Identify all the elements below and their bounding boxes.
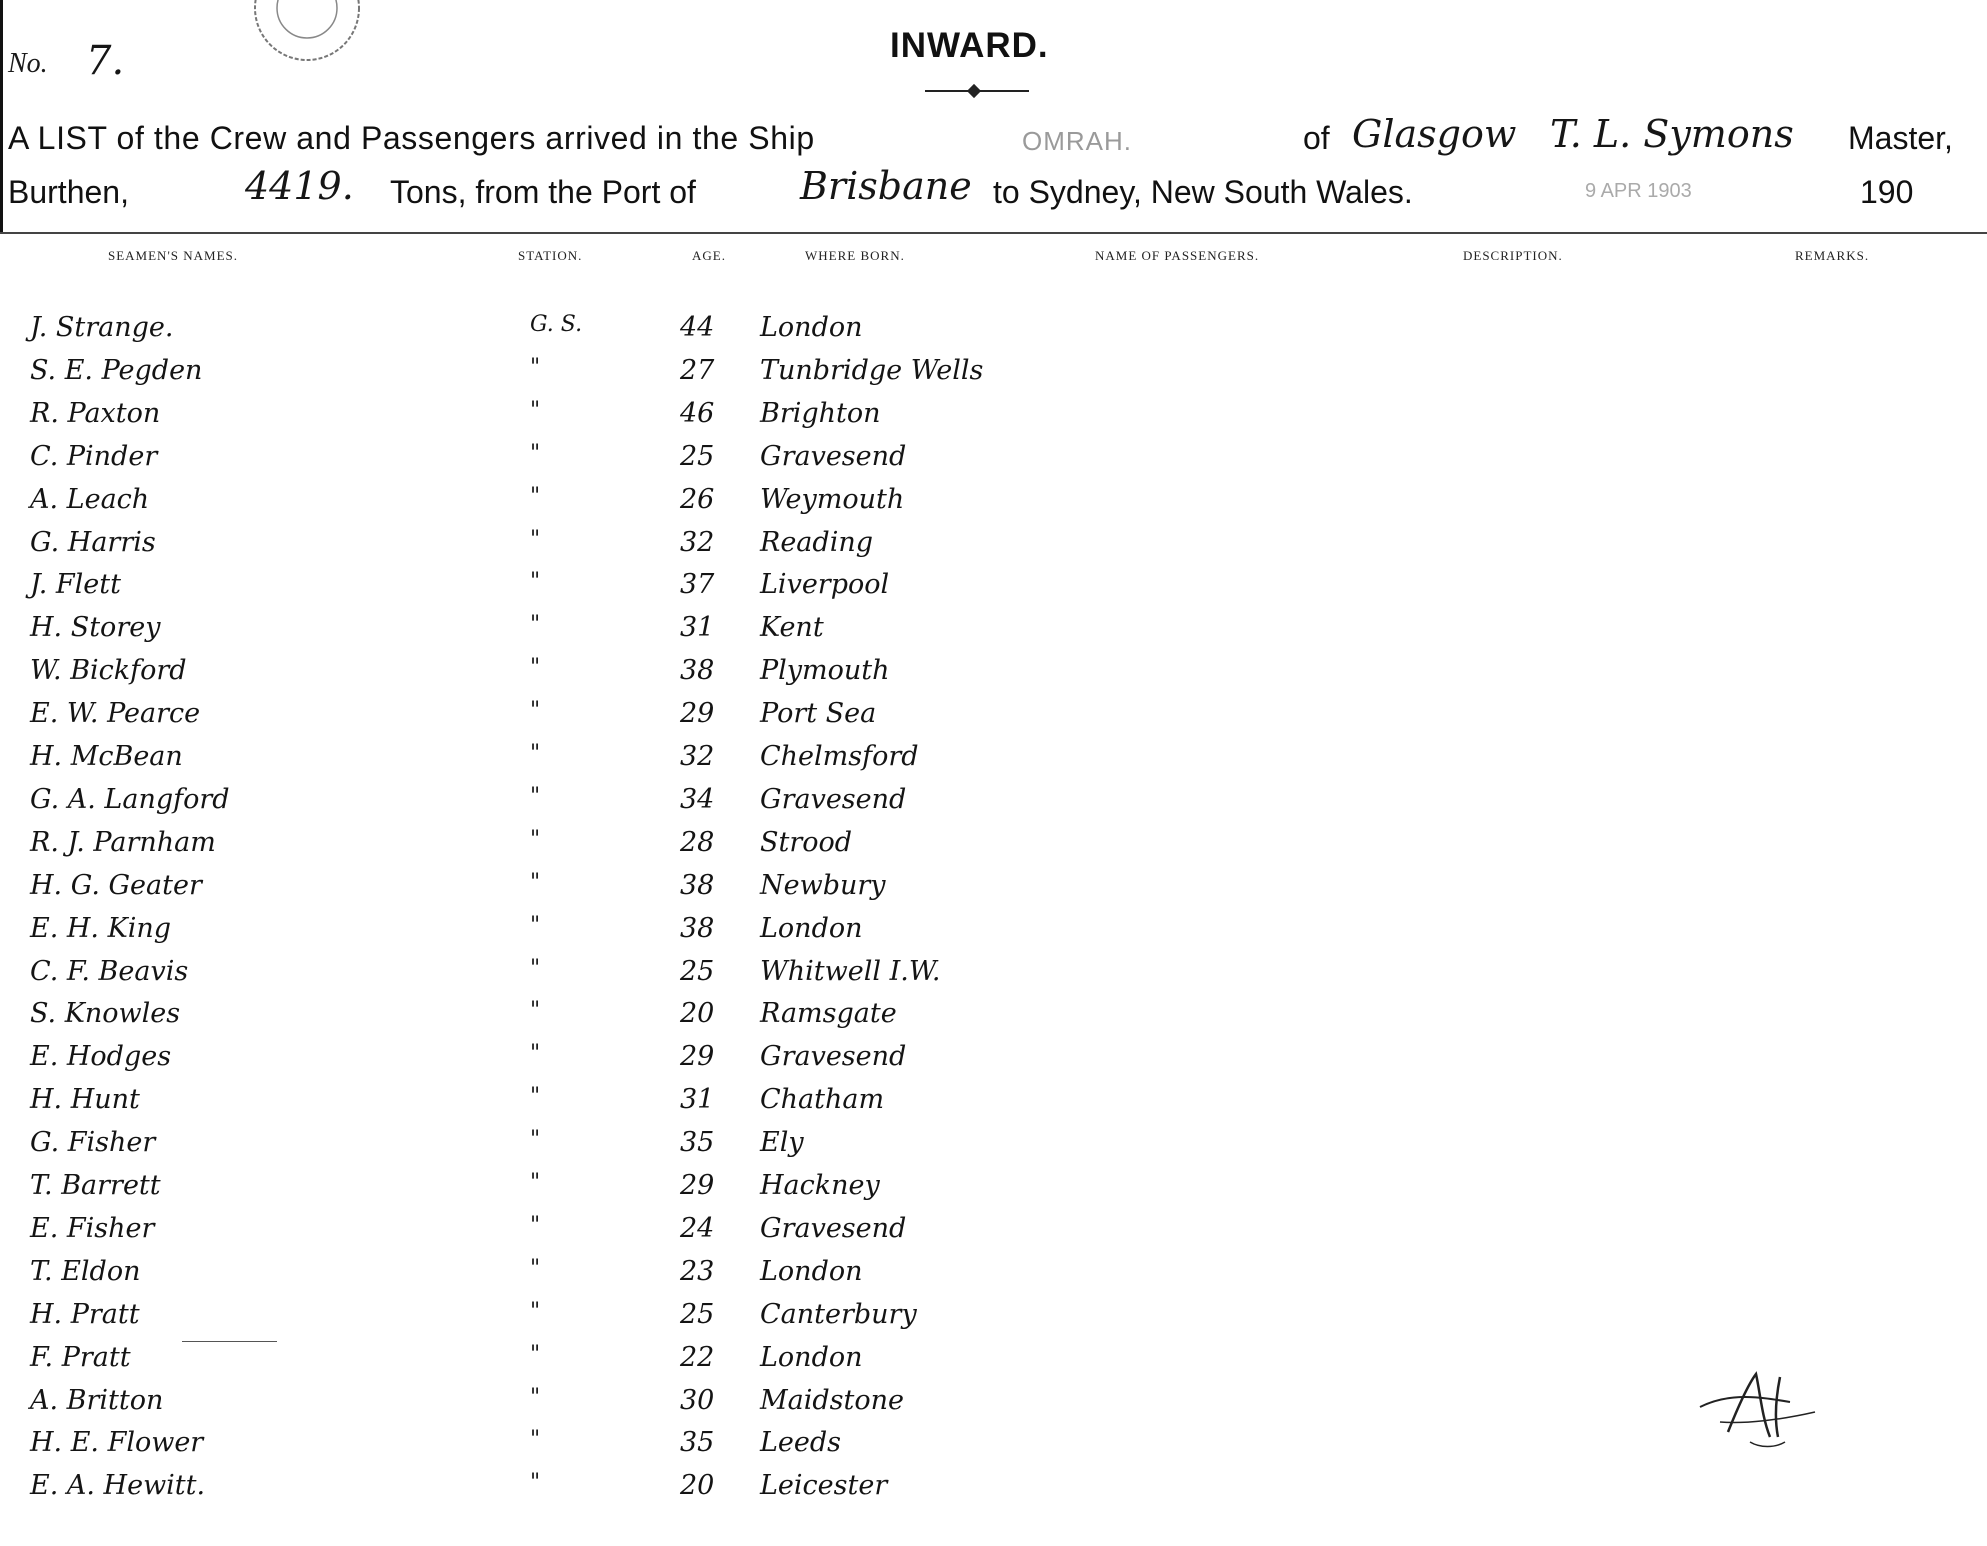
crew-row [0,1084,1987,1128]
list-number-label: No. [8,48,48,79]
year-prefix: 190 [1860,174,1914,210]
seaman-station: " [530,827,541,852]
seaman-age: 38 [680,913,715,944]
seaman-birthplace: Tunbridge Wells [760,355,984,386]
seaman-name: G. Fisher [30,1127,156,1158]
port-of-registry: Glasgow [1352,112,1517,156]
seaman-birthplace: Canterbury [760,1299,917,1330]
seaman-age: 20 [680,998,715,1029]
seaman-station: " [530,741,541,766]
seaman-age: 29 [680,1041,715,1072]
seaman-birthplace: Chatham [760,1084,885,1115]
col-remarks: REMARKS. [1795,248,1870,263]
seaman-name: E. Fisher [30,1213,155,1244]
seaman-station: " [530,1084,541,1109]
seaman-station: " [530,1256,541,1281]
seaman-station: " [530,655,541,680]
seaman-name: H. McBean [30,741,183,772]
crew-row [0,1299,1987,1343]
seaman-station: " [530,784,541,809]
crew-row [0,1385,1987,1429]
seaman-age: 20 [680,1470,715,1501]
seaman-name: S. E. Pegden [30,355,203,386]
crew-row [0,1170,1987,1214]
seaman-station: " [530,1385,541,1410]
seaman-age: 44 [680,312,715,343]
seaman-station: " [530,569,541,594]
page-title: INWARD. [890,26,1049,65]
ship-name-stamp: OMRAH. [1022,126,1132,156]
seaman-age: 31 [680,612,715,643]
col-passenger-names: NAME OF PASSENGERS. [1095,248,1260,263]
seaman-birthplace: London [760,312,863,343]
seaman-name: S. Knowles [30,998,181,1029]
seaman-birthplace: Gravesend [760,1041,907,1072]
crew-row [0,827,1987,871]
col-station: STATION. [518,248,583,263]
crew-row [0,741,1987,785]
seaman-birthplace: Leeds [760,1427,842,1458]
seaman-name: H. G. Geater [30,870,202,901]
crew-row [0,698,1987,742]
crew-row [0,1256,1987,1300]
seaman-birthplace: Newbury [760,870,886,901]
seaman-birthplace: Leicester [760,1470,888,1501]
initials-signature [1690,1362,1830,1452]
seaman-age: 24 [680,1213,715,1244]
seaman-age: 46 [680,398,715,429]
seaman-name: E. Hodges [30,1041,172,1072]
seaman-name: R. Paxton [30,398,161,429]
seaman-birthplace: Strood [760,827,853,858]
crew-row [0,1470,1987,1514]
seaman-birthplace: London [760,1256,863,1287]
seaman-name: G. Harris [30,527,156,558]
seaman-birthplace: Hackney [760,1170,880,1201]
seaman-birthplace: Whitwell I.W. [760,956,941,987]
seaman-birthplace: Chelmsford [760,741,919,772]
seaman-birthplace: Reading [760,527,873,558]
seaman-station: " [530,355,541,380]
col-seamen-names: SEAMEN'S NAMES. [108,248,239,263]
seaman-name: C. Pinder [30,441,158,472]
seaman-station: " [530,398,541,423]
crew-row [0,1342,1987,1386]
seaman-age: 32 [680,741,715,772]
seaman-name: H. Storey [30,612,161,643]
seaman-station: " [530,998,541,1023]
burthen-label: Burthen, [8,174,129,210]
crew-row [0,312,1987,356]
seaman-name: T. Eldon [30,1256,141,1287]
seaman-station: " [530,870,541,895]
seaman-birthplace: Maidstone [760,1385,904,1416]
master-name: T. L. Symons [1550,112,1794,156]
col-age: AGE. [692,248,726,263]
seaman-birthplace: Plymouth [760,655,890,686]
seaman-birthplace: London [760,913,863,944]
seaman-station: " [530,1342,541,1367]
seaman-station: " [530,698,541,723]
seaman-station: " [530,1470,541,1495]
seaman-birthplace: Gravesend [760,441,907,472]
seaman-station: " [530,1170,541,1195]
seaman-birthplace: Weymouth [760,484,905,515]
seaman-birthplace: London [760,1342,863,1373]
seaman-age: 29 [680,698,715,729]
seaman-name: E. H. King [30,913,172,944]
seaman-name: J. Flett [30,569,121,600]
seaman-station: " [530,956,541,981]
seaman-station: " [530,1427,541,1452]
crew-row [0,1041,1987,1085]
crew-row [0,956,1987,1000]
tonnage-value: 4419. [245,164,354,208]
seaman-age: 22 [680,1342,715,1373]
crew-row [0,913,1987,957]
pen-stroke [182,1341,277,1342]
tons-from-port-label: Tons, from the Port of [390,174,696,210]
crew-row [0,1427,1987,1471]
seaman-birthplace: Gravesend [760,784,907,815]
page-edge-left [0,0,3,232]
crew-row [0,441,1987,485]
of-label: of [1303,120,1330,156]
seaman-name: J. Strange. [30,312,174,343]
crew-row [0,1127,1987,1171]
header-line1-prefix: A LIST of the Crew and Passengers arrived in the Ship [8,120,815,156]
col-description: DESCRIPTION. [1463,248,1563,263]
seaman-age: 35 [680,1427,715,1458]
seaman-birthplace: Kent [760,612,824,643]
seaman-name: H. Pratt [30,1299,140,1330]
crew-row [0,1213,1987,1257]
crew-row [0,355,1987,399]
seaman-age: 26 [680,484,715,515]
seaman-name: T. Barrett [30,1170,161,1201]
seaman-name: W. Bickford [30,655,187,686]
col-where-born: WHERE BORN. [805,248,905,263]
seaman-age: 23 [680,1256,715,1287]
seaman-name: E. W. Pearce [30,698,201,729]
seaman-age: 30 [680,1385,715,1416]
seaman-age: 25 [680,1299,715,1330]
seaman-name: A. Britton [30,1385,164,1416]
crew-row [0,398,1987,442]
seaman-birthplace: Gravesend [760,1213,907,1244]
seaman-name: F. Pratt [30,1342,131,1373]
seaman-age: 37 [680,569,715,600]
seaman-name: E. A. Hewitt. [30,1470,206,1501]
seaman-station: " [530,1041,541,1066]
list-number-value: 7. [86,38,125,84]
seaman-station: " [530,612,541,637]
seaman-name: R. J. Parnham [30,827,216,858]
seaman-age: 32 [680,527,715,558]
crew-row [0,484,1987,528]
seaman-age: 31 [680,1084,715,1115]
crew-row [0,784,1987,828]
crew-row [0,655,1987,699]
seaman-age: 38 [680,870,715,901]
seaman-station: " [530,1127,541,1152]
seaman-age: 35 [680,1127,715,1158]
seaman-station: " [530,913,541,938]
seaman-age: 29 [680,1170,715,1201]
crew-row [0,998,1987,1042]
seaman-station: " [530,441,541,466]
seaman-name: G. A. Langford [30,784,230,815]
seaman-birthplace: Liverpool [760,569,890,600]
crew-row [0,612,1987,656]
seaman-age: 27 [680,355,715,386]
seaman-station: " [530,484,541,509]
seaman-station: " [530,1213,541,1238]
master-label: Master, [1848,120,1953,156]
crew-row [0,870,1987,914]
arrival-date-stamp: 9 APR 1903 [1585,180,1692,202]
header-rule [0,232,1987,234]
seaman-birthplace: Brighton [760,398,881,429]
seaman-age: 28 [680,827,715,858]
seaman-age: 34 [680,784,715,815]
seaman-age: 38 [680,655,715,686]
customs-stamp [245,0,375,62]
seaman-station: G. S. [530,312,583,337]
crew-row [0,527,1987,571]
seaman-station: " [530,527,541,552]
seaman-birthplace: Port Sea [760,698,877,729]
title-rule-ornament [967,84,981,98]
seaman-name: C. F. Beavis [30,956,189,987]
seaman-name: H. Hunt [30,1084,140,1115]
crew-row [0,569,1987,613]
origin-port: Brisbane [800,164,972,208]
seaman-station: " [530,1299,541,1324]
seaman-name: A. Leach [30,484,150,515]
seaman-age: 25 [680,956,715,987]
seaman-age: 25 [680,441,715,472]
destination-label: to Sydney, New South Wales. [993,174,1413,210]
seaman-birthplace: Ramsgate [760,998,897,1029]
seaman-name: H. E. Flower [30,1427,204,1458]
seaman-birthplace: Ely [760,1127,804,1158]
